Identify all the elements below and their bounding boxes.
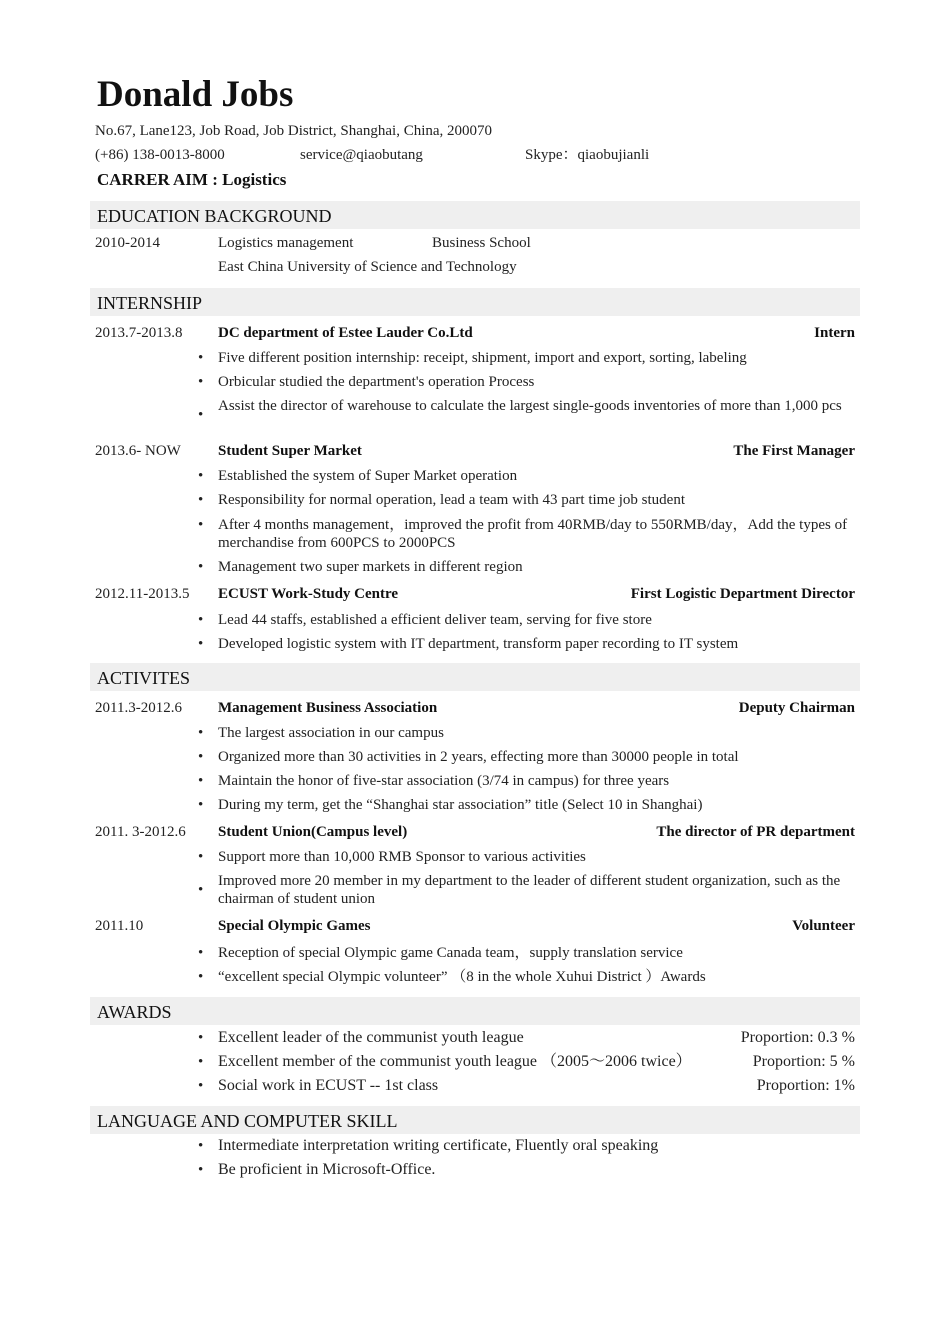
entry-organization: DC department of Estee Lauder Co.Ltd xyxy=(218,325,473,341)
list-item-text: Lead 44 staffs, established a efficient deliver team, serving for five store xyxy=(218,612,652,628)
entry-organization: Special Olympic Games xyxy=(218,918,371,934)
list-item-text: After 4 months management，improved the profit from 40RMB/day to 550RMB/day，Add the types of merchandise from 600PCS to 2000PCS xyxy=(218,517,848,551)
entry-role: The director of PR department xyxy=(656,824,855,840)
list-item-text: Established the system of Super Market operation xyxy=(218,468,518,484)
bullet-icon: • xyxy=(198,468,204,484)
section-header-skills xyxy=(90,1106,860,1134)
bullet-icon: • xyxy=(198,636,204,652)
section-header-activities xyxy=(90,663,860,691)
entry-date: 2011. 3-2012.6 xyxy=(95,824,186,840)
education-school: Business School xyxy=(432,235,531,251)
list-item-text: Reception of special Olympic game Canada team，supply translation service xyxy=(218,945,683,961)
bullet-icon: • xyxy=(198,725,204,741)
bullet-icon: • xyxy=(198,1138,204,1154)
bullet-icon: • xyxy=(198,1030,204,1046)
entry-organization: Student Union(Campus level) xyxy=(218,824,408,840)
bullet-icon: • xyxy=(198,797,204,813)
entry-organization: Management Business Association xyxy=(218,700,438,716)
bullet-icon: • xyxy=(198,559,204,575)
entry-organization: Student Super Market xyxy=(218,443,362,459)
candidate-name: Donald Jobs xyxy=(97,74,294,115)
award-proportion: Proportion: 5 % xyxy=(752,1053,855,1070)
award-text: Excellent leader of the communist youth league xyxy=(218,1029,524,1046)
list-item-text: Orbicular studied the department's operation Process xyxy=(218,374,535,390)
email: service@qiaobutang xyxy=(300,147,423,163)
award-proportion: Proportion: 1% xyxy=(756,1077,855,1094)
list-item-text: Management two super markets in different region xyxy=(218,559,523,575)
list-item-text: “excellent special Olympic volunteer” （8 in the whole Xuhui District ）Awards xyxy=(218,969,706,985)
section-title: ACTIVITES xyxy=(97,668,190,688)
bullet-icon: • xyxy=(198,945,204,961)
entry-role: First Logistic Department Director xyxy=(630,586,855,602)
entry-role: Deputy Chairman xyxy=(738,700,855,716)
list-item-text: During my term, get the “Shanghai star association” title (Select 10 in Shanghai) xyxy=(218,797,703,813)
list-item-text: Maintain the honor of five-star association (3/74 in campus) for three years xyxy=(218,773,670,789)
entry-role: The First Manager xyxy=(733,443,855,459)
section-title: INTERNSHIP xyxy=(97,293,203,313)
entry-date: 2012.11-2013.5 xyxy=(95,586,190,602)
entry-date: 2013.6- NOW xyxy=(95,443,181,459)
bullet-icon: • xyxy=(198,374,204,390)
bullet-icon: • xyxy=(198,612,204,628)
award-proportion: Proportion: 0.3 % xyxy=(740,1029,855,1046)
bullet-icon: • xyxy=(198,1078,204,1094)
entry-role: Volunteer xyxy=(792,918,855,934)
bullet-icon: • xyxy=(198,492,204,508)
phone: (+86) 138-0013-8000 xyxy=(95,147,225,163)
career-aim: CARRER AIM : Logistics xyxy=(97,170,287,189)
award-text: Social work in ECUST -- 1st class xyxy=(218,1077,439,1094)
section-title: LANGUAGE AND COMPUTER SKILL xyxy=(97,1111,398,1131)
list-item-text: Improved more 20 member in my department to the leader of different student organization, such as the chairman of student union xyxy=(218,873,841,907)
bullet-icon: • xyxy=(198,1162,204,1178)
list-item-text: Five different position internship: receipt, shipment, import and export, sorting, labeling xyxy=(218,350,747,366)
bullet-icon: • xyxy=(198,350,204,366)
section-title: EDUCATION BACKGROUND xyxy=(97,206,332,226)
education-major: Logistics management xyxy=(218,235,354,251)
list-item-text: Responsibility for normal operation, lead a team with 43 part time job student xyxy=(218,492,685,508)
bullet-icon: • xyxy=(198,1054,204,1070)
entry-date: 2011.3-2012.6 xyxy=(95,700,182,716)
bullet-icon: • xyxy=(198,749,204,765)
list-item-text: Organized more than 30 activities in 2 years, effecting more than 30000 people in total xyxy=(218,749,739,765)
list-item-text: The largest association in our campus xyxy=(218,725,444,741)
entry-date: 2013.7-2013.8 xyxy=(95,325,183,341)
section-header-awards xyxy=(90,997,860,1025)
list-item-text: Support more than 10,000 RMB Sponsor to various activities xyxy=(218,849,586,865)
section-header-internship xyxy=(90,288,860,316)
section-title: AWARDS xyxy=(97,1002,172,1022)
bullet-icon: • xyxy=(198,773,204,789)
list-item-text: Intermediate interpretation writing certificate, Fluently oral speaking xyxy=(218,1137,659,1154)
list-item-text: Developed logistic system with IT department, transform paper recording to IT system xyxy=(218,636,739,652)
bullet-icon: • xyxy=(198,882,204,898)
section-header-education xyxy=(90,201,860,229)
education-date: 2010-2014 xyxy=(95,235,160,251)
list-item-text: Be proficient in Microsoft-Office. xyxy=(218,1161,436,1178)
bullet-icon: • xyxy=(198,407,204,423)
list-item-text: Assist the director of warehouse to calculate the largest single-goods inventories of more than 1,000 pcs xyxy=(218,398,842,414)
skype: Skype：qiaobujianli xyxy=(525,147,650,163)
award-text: Excellent member of the communist youth league （2005～2006 twice） xyxy=(218,1053,692,1070)
bullet-icon: • xyxy=(198,517,204,533)
entry-organization: ECUST Work-Study Centre xyxy=(218,586,399,602)
entry-date: 2011.10 xyxy=(95,918,144,934)
entry-role: Intern xyxy=(814,325,855,341)
bullet-icon: • xyxy=(198,969,204,985)
bullet-icon: • xyxy=(198,849,204,865)
education-university: East China University of Science and Technology xyxy=(218,259,517,275)
address: No.67, Lane123, Job Road, Job District, Shanghai, China, 200070 xyxy=(95,123,493,139)
